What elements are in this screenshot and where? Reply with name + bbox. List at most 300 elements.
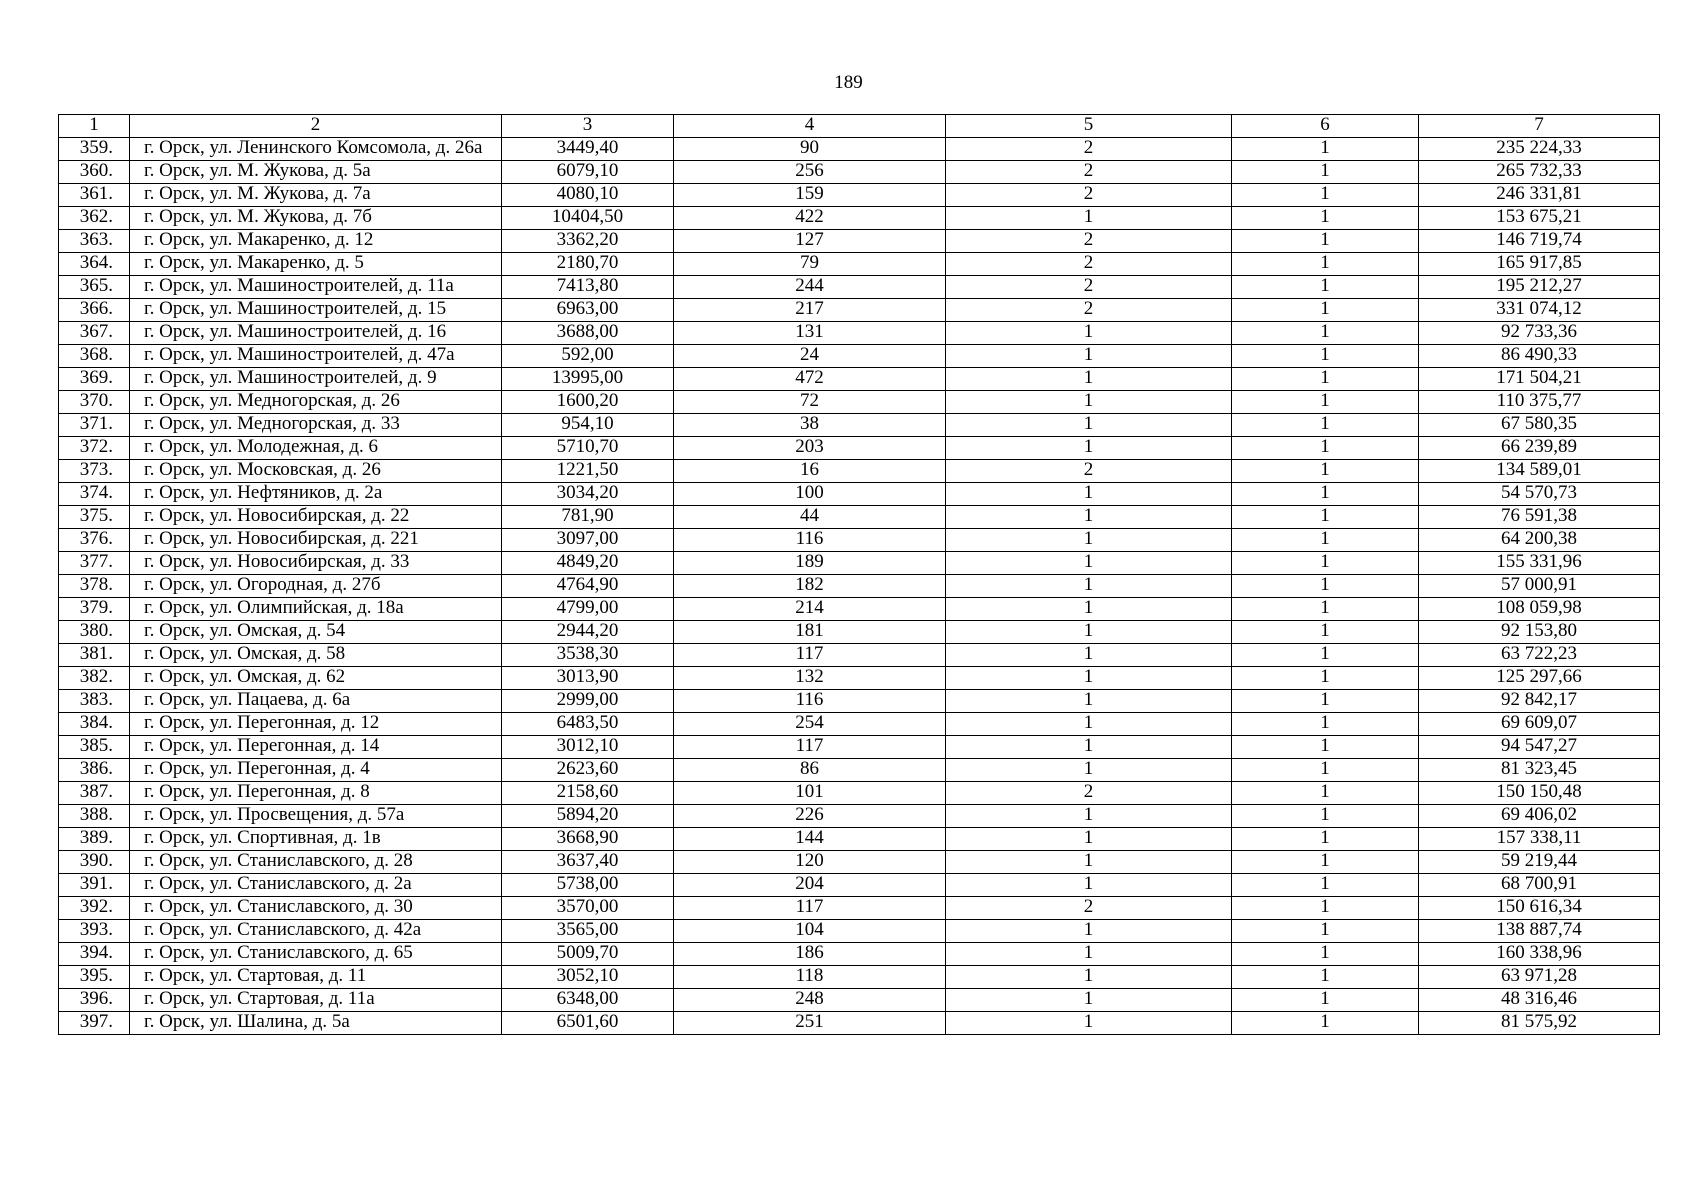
- row-number: 390.: [59, 851, 130, 874]
- row-number: 387.: [59, 782, 130, 805]
- address-cell: г. Орск, ул. Стартовая, д. 11а: [130, 989, 502, 1012]
- value-6-cell: 1: [1232, 184, 1419, 207]
- row-number: 370.: [59, 391, 130, 414]
- residents-cell: 189: [674, 552, 946, 575]
- address-cell: г. Орск, ул. Московская, д. 26: [130, 460, 502, 483]
- area-cell: 7413,80: [502, 276, 674, 299]
- row-number: 363.: [59, 230, 130, 253]
- residents-cell: 86: [674, 759, 946, 782]
- row-number: 366.: [59, 299, 130, 322]
- amount-cell: 138 887,74: [1419, 920, 1660, 943]
- row-number: 377.: [59, 552, 130, 575]
- table-row: [59, 897, 1660, 920]
- value-6-cell: 1: [1232, 299, 1419, 322]
- table-row: [59, 299, 1660, 322]
- table-row: [59, 759, 1660, 782]
- area-cell: 4764,90: [502, 575, 674, 598]
- residents-cell: 251: [674, 1012, 946, 1035]
- amount-cell: 331 074,12: [1419, 299, 1660, 322]
- residents-cell: 79: [674, 253, 946, 276]
- value-5-cell: 2: [946, 230, 1232, 253]
- residents-cell: 118: [674, 966, 946, 989]
- address-cell: г. Орск, ул. Медногорская, д. 33: [130, 414, 502, 437]
- residents-cell: 131: [674, 322, 946, 345]
- value-6-cell: 1: [1232, 368, 1419, 391]
- value-6-cell: 1: [1232, 230, 1419, 253]
- registry-table: [58, 114, 1660, 1035]
- area-cell: 4080,10: [502, 184, 674, 207]
- area-cell: 5894,20: [502, 805, 674, 828]
- address-cell: г. Орск, ул. Перегонная, д. 12: [130, 713, 502, 736]
- row-number: 393.: [59, 920, 130, 943]
- residents-cell: 182: [674, 575, 946, 598]
- value-6-cell: 1: [1232, 138, 1419, 161]
- column-header: 2: [130, 115, 502, 138]
- amount-cell: 92 153,80: [1419, 621, 1660, 644]
- row-number: 373.: [59, 460, 130, 483]
- table-row: [59, 736, 1660, 759]
- residents-cell: 16: [674, 460, 946, 483]
- row-number: 386.: [59, 759, 130, 782]
- address-cell: г. Орск, ул. Нефтяников, д. 2а: [130, 483, 502, 506]
- row-number: 389.: [59, 828, 130, 851]
- row-number: 367.: [59, 322, 130, 345]
- column-header: 7: [1419, 115, 1660, 138]
- area-cell: 3668,90: [502, 828, 674, 851]
- area-cell: 3637,40: [502, 851, 674, 874]
- value-6-cell: 1: [1232, 552, 1419, 575]
- value-6-cell: 1: [1232, 253, 1419, 276]
- area-cell: 2180,70: [502, 253, 674, 276]
- value-5-cell: 2: [946, 138, 1232, 161]
- row-number: 364.: [59, 253, 130, 276]
- value-5-cell: 1: [946, 736, 1232, 759]
- residents-cell: 226: [674, 805, 946, 828]
- area-cell: 954,10: [502, 414, 674, 437]
- residents-cell: 132: [674, 667, 946, 690]
- address-cell: г. Орск, ул. Стартовая, д. 11: [130, 966, 502, 989]
- value-5-cell: 1: [946, 690, 1232, 713]
- area-cell: 3052,10: [502, 966, 674, 989]
- value-5-cell: 2: [946, 460, 1232, 483]
- area-cell: 5710,70: [502, 437, 674, 460]
- amount-cell: 81 323,45: [1419, 759, 1660, 782]
- value-6-cell: 1: [1232, 529, 1419, 552]
- area-cell: 6501,60: [502, 1012, 674, 1035]
- table-row: [59, 414, 1660, 437]
- residents-cell: 254: [674, 713, 946, 736]
- residents-cell: 44: [674, 506, 946, 529]
- residents-cell: 203: [674, 437, 946, 460]
- amount-cell: 67 580,35: [1419, 414, 1660, 437]
- amount-cell: 150 616,34: [1419, 897, 1660, 920]
- table-row: [59, 874, 1660, 897]
- value-6-cell: 1: [1232, 943, 1419, 966]
- amount-cell: 155 331,96: [1419, 552, 1660, 575]
- area-cell: 2944,20: [502, 621, 674, 644]
- address-cell: г. Орск, ул. Машиностроителей, д. 11а: [130, 276, 502, 299]
- row-number: 394.: [59, 943, 130, 966]
- value-6-cell: 1: [1232, 874, 1419, 897]
- address-cell: г. Орск, ул. Машиностроителей, д. 16: [130, 322, 502, 345]
- amount-cell: 64 200,38: [1419, 529, 1660, 552]
- row-number: 397.: [59, 1012, 130, 1035]
- value-6-cell: 1: [1232, 437, 1419, 460]
- area-cell: 2158,60: [502, 782, 674, 805]
- residents-cell: 422: [674, 207, 946, 230]
- value-6-cell: 1: [1232, 644, 1419, 667]
- table-row: [59, 805, 1660, 828]
- address-cell: г. Орск, ул. Машиностроителей, д. 15: [130, 299, 502, 322]
- value-6-cell: 1: [1232, 483, 1419, 506]
- amount-cell: 54 570,73: [1419, 483, 1660, 506]
- address-cell: г. Орск, ул. Станиславского, д. 30: [130, 897, 502, 920]
- row-number: 384.: [59, 713, 130, 736]
- value-6-cell: 1: [1232, 345, 1419, 368]
- table-row: [59, 713, 1660, 736]
- residents-cell: 117: [674, 736, 946, 759]
- table-row: [59, 207, 1660, 230]
- value-6-cell: 1: [1232, 851, 1419, 874]
- row-number: 360.: [59, 161, 130, 184]
- value-5-cell: 1: [946, 552, 1232, 575]
- value-5-cell: 1: [946, 713, 1232, 736]
- row-number: 380.: [59, 621, 130, 644]
- area-cell: 3688,00: [502, 322, 674, 345]
- address-cell: г. Орск, ул. Медногорская, д. 26: [130, 391, 502, 414]
- area-cell: 6963,00: [502, 299, 674, 322]
- address-cell: г. Орск, ул. М. Жукова, д. 7а: [130, 184, 502, 207]
- value-6-cell: 1: [1232, 1012, 1419, 1035]
- table-row: [59, 1012, 1660, 1035]
- row-number: 396.: [59, 989, 130, 1012]
- area-cell: 6483,50: [502, 713, 674, 736]
- table-row: [59, 276, 1660, 299]
- area-cell: 10404,50: [502, 207, 674, 230]
- amount-cell: 92 842,17: [1419, 690, 1660, 713]
- area-cell: 13995,00: [502, 368, 674, 391]
- value-5-cell: 1: [946, 483, 1232, 506]
- value-5-cell: 1: [946, 828, 1232, 851]
- residents-cell: 159: [674, 184, 946, 207]
- amount-cell: 171 504,21: [1419, 368, 1660, 391]
- address-cell: г. Орск, ул. Перегонная, д. 4: [130, 759, 502, 782]
- value-5-cell: 1: [946, 598, 1232, 621]
- row-number: 372.: [59, 437, 130, 460]
- value-5-cell: 1: [946, 805, 1232, 828]
- value-5-cell: 1: [946, 575, 1232, 598]
- residents-cell: 214: [674, 598, 946, 621]
- amount-cell: 195 212,27: [1419, 276, 1660, 299]
- value-5-cell: 1: [946, 437, 1232, 460]
- residents-cell: 256: [674, 161, 946, 184]
- address-cell: г. Орск, ул. Машиностроителей, д. 9: [130, 368, 502, 391]
- amount-cell: 165 917,85: [1419, 253, 1660, 276]
- value-5-cell: 1: [946, 506, 1232, 529]
- area-cell: 3565,00: [502, 920, 674, 943]
- value-6-cell: 1: [1232, 690, 1419, 713]
- table-row: [59, 828, 1660, 851]
- row-number: 374.: [59, 483, 130, 506]
- value-6-cell: 1: [1232, 414, 1419, 437]
- amount-cell: 59 219,44: [1419, 851, 1660, 874]
- amount-cell: 86 490,33: [1419, 345, 1660, 368]
- value-5-cell: 1: [946, 529, 1232, 552]
- amount-cell: 134 589,01: [1419, 460, 1660, 483]
- residents-cell: 204: [674, 874, 946, 897]
- amount-cell: 157 338,11: [1419, 828, 1660, 851]
- value-5-cell: 2: [946, 276, 1232, 299]
- value-5-cell: 1: [946, 1012, 1232, 1035]
- value-5-cell: 1: [946, 667, 1232, 690]
- table-row: [59, 322, 1660, 345]
- area-cell: 781,90: [502, 506, 674, 529]
- table-row: [59, 184, 1660, 207]
- amount-cell: 81 575,92: [1419, 1012, 1660, 1035]
- amount-cell: 246 331,81: [1419, 184, 1660, 207]
- amount-cell: 265 732,33: [1419, 161, 1660, 184]
- amount-cell: 48 316,46: [1419, 989, 1660, 1012]
- residents-cell: 248: [674, 989, 946, 1012]
- column-header: 6: [1232, 115, 1419, 138]
- value-5-cell: 1: [946, 414, 1232, 437]
- residents-cell: 100: [674, 483, 946, 506]
- row-number: 381.: [59, 644, 130, 667]
- residents-cell: 72: [674, 391, 946, 414]
- table-row: [59, 460, 1660, 483]
- address-cell: г. Орск, ул. Пацаева, д. 6а: [130, 690, 502, 713]
- address-cell: г. Орск, ул. Макаренко, д. 5: [130, 253, 502, 276]
- address-cell: г. Орск, ул. Новосибирская, д. 221: [130, 529, 502, 552]
- value-6-cell: 1: [1232, 966, 1419, 989]
- amount-cell: 92 733,36: [1419, 322, 1660, 345]
- value-5-cell: 1: [946, 759, 1232, 782]
- row-number: 369.: [59, 368, 130, 391]
- residents-cell: 116: [674, 529, 946, 552]
- address-cell: г. Орск, ул. Омская, д. 58: [130, 644, 502, 667]
- amount-cell: 125 297,66: [1419, 667, 1660, 690]
- table-row: [59, 690, 1660, 713]
- address-cell: г. Орск, ул. М. Жукова, д. 7б: [130, 207, 502, 230]
- amount-cell: 63 722,23: [1419, 644, 1660, 667]
- table-row: [59, 667, 1660, 690]
- value-5-cell: 2: [946, 897, 1232, 920]
- residents-cell: 24: [674, 345, 946, 368]
- value-5-cell: 2: [946, 299, 1232, 322]
- value-5-cell: 1: [946, 621, 1232, 644]
- value-5-cell: 1: [946, 920, 1232, 943]
- area-cell: 5738,00: [502, 874, 674, 897]
- row-number: 359.: [59, 138, 130, 161]
- amount-cell: 235 224,33: [1419, 138, 1660, 161]
- value-6-cell: 1: [1232, 736, 1419, 759]
- value-5-cell: 2: [946, 161, 1232, 184]
- residents-cell: 116: [674, 690, 946, 713]
- table-row: [59, 575, 1660, 598]
- address-cell: г. Орск, ул. Станиславского, д. 65: [130, 943, 502, 966]
- row-number: 362.: [59, 207, 130, 230]
- column-header: 4: [674, 115, 946, 138]
- amount-cell: 110 375,77: [1419, 391, 1660, 414]
- amount-cell: 69 406,02: [1419, 805, 1660, 828]
- area-cell: 2623,60: [502, 759, 674, 782]
- row-number: 383.: [59, 690, 130, 713]
- table-row: [59, 943, 1660, 966]
- table-row: [59, 644, 1660, 667]
- area-cell: 4799,00: [502, 598, 674, 621]
- area-cell: 4849,20: [502, 552, 674, 575]
- row-number: 385.: [59, 736, 130, 759]
- address-cell: г. Орск, ул. Станиславского, д. 28: [130, 851, 502, 874]
- value-6-cell: 1: [1232, 713, 1419, 736]
- residents-cell: 104: [674, 920, 946, 943]
- area-cell: 3013,90: [502, 667, 674, 690]
- area-cell: 6079,10: [502, 161, 674, 184]
- row-number: 391.: [59, 874, 130, 897]
- residents-cell: 181: [674, 621, 946, 644]
- address-cell: г. Орск, ул. Молодежная, д. 6: [130, 437, 502, 460]
- table-row: [59, 368, 1660, 391]
- value-5-cell: 1: [946, 989, 1232, 1012]
- row-number: 378.: [59, 575, 130, 598]
- value-5-cell: 1: [946, 851, 1232, 874]
- address-cell: г. Орск, ул. Новосибирская, д. 33: [130, 552, 502, 575]
- value-6-cell: 1: [1232, 207, 1419, 230]
- residents-cell: 217: [674, 299, 946, 322]
- value-6-cell: 1: [1232, 667, 1419, 690]
- amount-cell: 63 971,28: [1419, 966, 1660, 989]
- table-row: [59, 138, 1660, 161]
- address-cell: г. Орск, ул. Спортивная, д. 1в: [130, 828, 502, 851]
- address-cell: г. Орск, ул. М. Жукова, д. 5а: [130, 161, 502, 184]
- amount-cell: 69 609,07: [1419, 713, 1660, 736]
- value-6-cell: 1: [1232, 989, 1419, 1012]
- row-number: 379.: [59, 598, 130, 621]
- row-number: 371.: [59, 414, 130, 437]
- area-cell: 3362,20: [502, 230, 674, 253]
- amount-cell: 94 547,27: [1419, 736, 1660, 759]
- area-cell: 3012,10: [502, 736, 674, 759]
- area-cell: 3097,00: [502, 529, 674, 552]
- value-5-cell: 1: [946, 943, 1232, 966]
- value-6-cell: 1: [1232, 782, 1419, 805]
- area-cell: 3034,20: [502, 483, 674, 506]
- column-header: 1: [59, 115, 130, 138]
- area-cell: 5009,70: [502, 943, 674, 966]
- residents-cell: 38: [674, 414, 946, 437]
- residents-cell: 186: [674, 943, 946, 966]
- value-5-cell: 2: [946, 184, 1232, 207]
- residents-cell: 90: [674, 138, 946, 161]
- amount-cell: 146 719,74: [1419, 230, 1660, 253]
- table-row: [59, 506, 1660, 529]
- address-cell: г. Орск, ул. Перегонная, д. 14: [130, 736, 502, 759]
- value-6-cell: 1: [1232, 805, 1419, 828]
- amount-cell: 160 338,96: [1419, 943, 1660, 966]
- value-6-cell: 1: [1232, 391, 1419, 414]
- amount-cell: 66 239,89: [1419, 437, 1660, 460]
- row-number: 388.: [59, 805, 130, 828]
- value-5-cell: 2: [946, 253, 1232, 276]
- row-number: 392.: [59, 897, 130, 920]
- table-row: [59, 391, 1660, 414]
- table-row: [59, 529, 1660, 552]
- table-row: [59, 161, 1660, 184]
- residents-cell: 127: [674, 230, 946, 253]
- value-6-cell: 1: [1232, 276, 1419, 299]
- amount-cell: 150 150,48: [1419, 782, 1660, 805]
- row-number: 395.: [59, 966, 130, 989]
- area-cell: 1221,50: [502, 460, 674, 483]
- row-number: 368.: [59, 345, 130, 368]
- column-header: 5: [946, 115, 1232, 138]
- value-6-cell: 1: [1232, 759, 1419, 782]
- value-5-cell: 1: [946, 391, 1232, 414]
- column-header: 3: [502, 115, 674, 138]
- area-cell: 3570,00: [502, 897, 674, 920]
- table-row: [59, 253, 1660, 276]
- table-row: [59, 230, 1660, 253]
- area-cell: 3538,30: [502, 644, 674, 667]
- value-6-cell: 1: [1232, 920, 1419, 943]
- residents-cell: 144: [674, 828, 946, 851]
- value-6-cell: 1: [1232, 460, 1419, 483]
- residents-cell: 101: [674, 782, 946, 805]
- value-6-cell: 1: [1232, 621, 1419, 644]
- value-5-cell: 1: [946, 966, 1232, 989]
- amount-cell: 57 000,91: [1419, 575, 1660, 598]
- value-6-cell: 1: [1232, 897, 1419, 920]
- address-cell: г. Орск, ул. Ленинского Комсомола, д. 26а: [130, 138, 502, 161]
- residents-cell: 117: [674, 644, 946, 667]
- table-header-row: [59, 115, 1660, 138]
- table-row: [59, 552, 1660, 575]
- row-number: 375.: [59, 506, 130, 529]
- residents-cell: 244: [674, 276, 946, 299]
- page-number: 189: [834, 72, 863, 93]
- amount-cell: 76 591,38: [1419, 506, 1660, 529]
- table-row: [59, 483, 1660, 506]
- area-cell: 3449,40: [502, 138, 674, 161]
- area-cell: 2999,00: [502, 690, 674, 713]
- value-6-cell: 1: [1232, 575, 1419, 598]
- value-5-cell: 1: [946, 874, 1232, 897]
- address-cell: г. Орск, ул. Станиславского, д. 2а: [130, 874, 502, 897]
- value-6-cell: 1: [1232, 161, 1419, 184]
- address-cell: г. Орск, ул. Олимпийская, д. 18а: [130, 598, 502, 621]
- value-5-cell: 1: [946, 644, 1232, 667]
- table-row: [59, 920, 1660, 943]
- address-cell: г. Орск, ул. Перегонная, д. 8: [130, 782, 502, 805]
- area-cell: 1600,20: [502, 391, 674, 414]
- row-number: 361.: [59, 184, 130, 207]
- row-number: 365.: [59, 276, 130, 299]
- row-number: 376.: [59, 529, 130, 552]
- table-row: [59, 851, 1660, 874]
- value-5-cell: 2: [946, 782, 1232, 805]
- value-5-cell: 1: [946, 368, 1232, 391]
- table-row: [59, 782, 1660, 805]
- value-5-cell: 1: [946, 207, 1232, 230]
- table-row: [59, 621, 1660, 644]
- amount-cell: 68 700,91: [1419, 874, 1660, 897]
- residents-cell: 120: [674, 851, 946, 874]
- value-6-cell: 1: [1232, 506, 1419, 529]
- table-row: [59, 598, 1660, 621]
- amount-cell: 108 059,98: [1419, 598, 1660, 621]
- address-cell: г. Орск, ул. Просвещения, д. 57а: [130, 805, 502, 828]
- area-cell: 592,00: [502, 345, 674, 368]
